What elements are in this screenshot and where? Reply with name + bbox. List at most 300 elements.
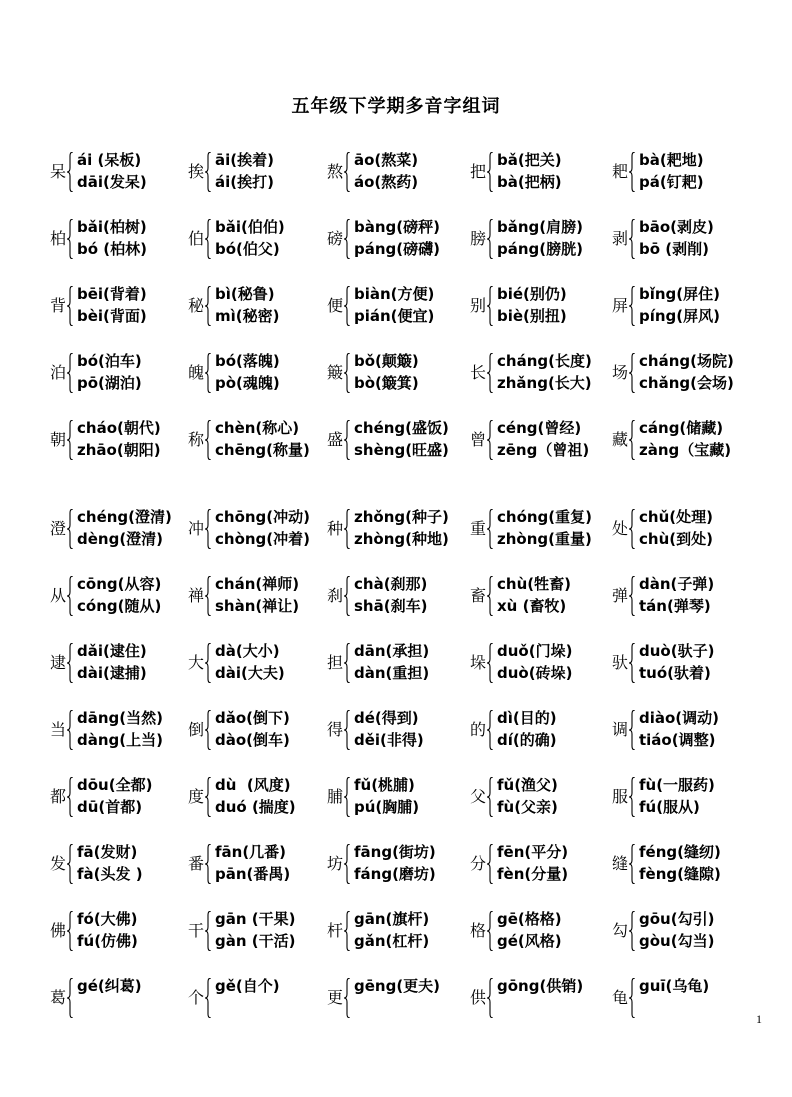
reading-1: dàn(子弹) [639, 575, 715, 593]
brace-icon [629, 844, 635, 884]
reading-1: chán(禅师) [215, 575, 300, 593]
polyphone-entry [612, 150, 747, 196]
reading-1: guī(乌龟) [639, 977, 710, 995]
polyphone-entry [50, 507, 185, 553]
polyphone-entry [470, 284, 605, 330]
polyphone-character: 逮 [50, 653, 67, 672]
polyphone-entry [327, 708, 462, 754]
polyphone-character: 朝 [50, 430, 67, 449]
reading-2: fù(父亲) [497, 798, 558, 816]
polyphone-entry [470, 976, 605, 1022]
reading-1: gān(旗杆) [354, 910, 430, 928]
polyphone-entry [470, 708, 605, 754]
polyphone-character: 冲 [188, 519, 205, 538]
polyphone-entry [327, 641, 462, 687]
polyphone-character: 屏 [612, 296, 629, 315]
polyphone-character: 秘 [188, 296, 205, 315]
polyphone-entry [50, 842, 185, 888]
reading-2: xù (畜牧) [497, 597, 567, 615]
reading-2: děi(非得) [354, 731, 424, 749]
brace-icon [67, 643, 73, 683]
reading-2: bō (剥削) [639, 240, 709, 258]
polyphone-character: 个 [188, 988, 205, 1007]
reading-2: cóng(随从) [77, 597, 162, 615]
reading-1: fān(几番) [215, 843, 287, 861]
polyphone-entry [612, 775, 747, 821]
reading-1: cháng(场院) [639, 352, 734, 370]
polyphone-character: 番 [188, 854, 205, 873]
reading-2: fáng(磨坊) [354, 865, 436, 883]
reading-1: dǎi(逮住) [77, 642, 147, 660]
polyphone-character: 熬 [327, 162, 344, 181]
polyphone-entry [188, 284, 323, 330]
polyphone-entry [327, 418, 462, 464]
reading-1: fó(大佛) [77, 910, 138, 928]
brace-icon [67, 219, 73, 259]
polyphone-entry [50, 775, 185, 821]
polyphone-entry [470, 150, 605, 196]
reading-1: chèn(称心) [215, 419, 300, 437]
brace-icon [67, 710, 73, 750]
brace-icon [487, 420, 493, 460]
reading-1: dù (风度) [215, 776, 291, 794]
polyphone-character: 柏 [50, 229, 67, 248]
reading-2: píng(屏风) [639, 307, 721, 325]
reading-2: páng(膀胱) [497, 240, 583, 258]
reading-1: cōng(从容) [77, 575, 162, 593]
brace-icon [205, 353, 211, 393]
reading-1: fēn(平分) [497, 843, 569, 861]
brace-icon [487, 353, 493, 393]
polyphone-entry [188, 217, 323, 263]
reading-2: pò(魂魄) [215, 374, 280, 392]
polyphone-entry [188, 708, 323, 754]
reading-1: fǔ(渔父) [497, 776, 558, 794]
brace-icon [629, 219, 635, 259]
brace-icon [67, 286, 73, 326]
polyphone-entry [327, 150, 462, 196]
polyphone-character: 倒 [188, 720, 205, 739]
page-title: 五年级下学期多音字组词 [291, 96, 501, 117]
polyphone-entry [327, 217, 462, 263]
reading-2: duò(砖垛) [497, 664, 573, 682]
reading-2: chǎng(会场) [639, 374, 734, 392]
polyphone-entry [188, 574, 323, 620]
reading-1: gēng(更夫) [354, 977, 441, 995]
polyphone-character: 服 [612, 787, 629, 806]
polyphone-entry [470, 775, 605, 821]
polyphone-entry [327, 574, 462, 620]
polyphone-character: 驮 [612, 653, 629, 672]
reading-2: chù(到处) [639, 530, 713, 548]
reading-1: gōng(供销) [497, 977, 584, 995]
polyphone-entry [612, 708, 747, 754]
brace-icon [629, 911, 635, 951]
reading-1: gē(格格) [497, 910, 562, 928]
polyphone-character: 缝 [612, 854, 629, 873]
polyphone-entry [612, 641, 747, 687]
polyphone-entry [327, 507, 462, 553]
polyphone-character: 伯 [188, 229, 205, 248]
brace-icon [487, 152, 493, 192]
reading-2: pián(便宜) [354, 307, 435, 325]
brace-icon [67, 978, 73, 1018]
polyphone-entry [188, 351, 323, 397]
reading-1: diào(调动) [639, 709, 720, 727]
polyphone-character: 分 [470, 854, 487, 873]
brace-icon [344, 420, 350, 460]
polyphone-character: 耙 [612, 162, 629, 181]
polyphone-character: 禅 [188, 586, 205, 605]
brace-icon [67, 777, 73, 817]
reading-1: bà(耙地) [639, 151, 704, 169]
reading-1: dān(承担) [354, 642, 430, 660]
reading-1: dāng(当然) [77, 709, 163, 727]
brace-icon [629, 286, 635, 326]
reading-1: bǎng(肩膀) [497, 218, 583, 236]
reading-2: zhòng(种地) [354, 530, 449, 548]
reading-1: biàn(方便) [354, 285, 435, 303]
reading-1: dōu(全都) [77, 776, 153, 794]
polyphone-character: 盛 [327, 430, 344, 449]
polyphone-character: 大 [188, 653, 205, 672]
reading-2: fú(仿佛) [77, 932, 138, 950]
brace-icon [344, 286, 350, 326]
reading-2: chòng(冲着) [215, 530, 311, 548]
reading-2: dàng(上当) [77, 731, 163, 749]
reading-2: gǎn(杠杆) [354, 932, 430, 950]
polyphone-character: 别 [470, 296, 487, 315]
reading-2: zhāo(朝阳) [77, 441, 161, 459]
polyphone-entry [50, 976, 185, 1022]
reading-1: āo(熬菜) [354, 151, 419, 169]
reading-1: dì(目的) [497, 709, 557, 727]
polyphone-character: 泊 [50, 363, 67, 382]
reading-2: zàng（宝藏) [639, 441, 732, 459]
polyphone-entry [612, 976, 747, 1022]
brace-icon [487, 286, 493, 326]
polyphone-entry [50, 284, 185, 330]
brace-icon [67, 844, 73, 884]
reading-1: chéng(澄清) [77, 508, 172, 526]
reading-1: féng(缝纫) [639, 843, 721, 861]
reading-2: dàn(重担) [354, 664, 430, 682]
polyphone-character: 剥 [612, 229, 629, 248]
reading-1: bàng(磅秤) [354, 218, 440, 236]
polyphone-character: 从 [50, 586, 67, 605]
brace-icon [629, 576, 635, 616]
reading-2: shàn(禅让) [215, 597, 300, 615]
brace-icon [205, 576, 211, 616]
reading-1: chà(刹那) [354, 575, 428, 593]
reading-1: duǒ(门垛) [497, 642, 573, 660]
brace-icon [344, 509, 350, 549]
reading-2: pān(番禺) [215, 865, 291, 883]
reading-1: bǐng(屏住) [639, 285, 721, 303]
polyphone-entry [188, 150, 323, 196]
brace-icon [205, 643, 211, 683]
polyphone-entry [327, 284, 462, 330]
reading-1: chōng(冲动) [215, 508, 311, 526]
polyphone-character: 坊 [327, 854, 344, 873]
polyphone-character: 澄 [50, 519, 67, 538]
reading-1: dà(大小) [215, 642, 280, 660]
polyphone-entry [188, 507, 323, 553]
reading-2: páng(磅礴) [354, 240, 440, 258]
polyphone-entry [50, 418, 185, 464]
reading-2: chēng(称量) [215, 441, 310, 459]
polyphone-entry [612, 507, 747, 553]
reading-2: fà(头发 ) [77, 865, 143, 883]
reading-1: cáng(储藏) [639, 419, 724, 437]
reading-2: shèng(旺盛) [354, 441, 449, 459]
polyphone-character: 挨 [188, 162, 205, 181]
polyphone-character: 重 [470, 519, 487, 538]
brace-icon [629, 152, 635, 192]
reading-2: pō(湖泊) [77, 374, 142, 392]
polyphone-entry [50, 708, 185, 754]
polyphone-character: 杆 [327, 921, 344, 940]
polyphone-entry [50, 574, 185, 620]
polyphone-entry [612, 842, 747, 888]
reading-2: dào(倒车) [215, 731, 290, 749]
brace-icon [629, 777, 635, 817]
brace-icon [205, 219, 211, 259]
polyphone-entry [327, 909, 462, 955]
reading-1: bié(别仍) [497, 285, 567, 303]
polyphone-entry [50, 217, 185, 263]
reading-1: dé(得到) [354, 709, 419, 727]
polyphone-character: 得 [327, 720, 344, 739]
reading-2: bò(簸箕) [354, 374, 419, 392]
brace-icon [344, 152, 350, 192]
polyphone-character: 称 [188, 430, 205, 449]
reading-2: duó (揣度) [215, 798, 296, 816]
reading-2: bó (柏林) [77, 240, 147, 258]
page-number: 1 [756, 1012, 762, 1026]
reading-1: fāng(街坊) [354, 843, 436, 861]
brace-icon [205, 509, 211, 549]
reading-2: mì(秘密) [215, 307, 280, 325]
polyphone-character: 调 [612, 720, 629, 739]
polyphone-entry [470, 217, 605, 263]
reading-1: fù(一服药) [639, 776, 715, 794]
polyphone-entry [612, 217, 747, 263]
reading-2: fèn(分量) [497, 865, 569, 883]
polyphone-character: 背 [50, 296, 67, 315]
reading-1: bǎ(把关) [497, 151, 562, 169]
brace-icon [487, 643, 493, 683]
polyphone-character: 场 [612, 363, 629, 382]
reading-2: bó(伯父) [215, 240, 280, 258]
reading-2: dài(大夫) [215, 664, 285, 682]
reading-1: bǒ(颠簸) [354, 352, 419, 370]
brace-icon [629, 509, 635, 549]
polyphone-entry [470, 507, 605, 553]
reading-1: bǎi(伯伯) [215, 218, 285, 236]
polyphone-character: 度 [188, 787, 205, 806]
brace-icon [344, 844, 350, 884]
polyphone-entry [50, 641, 185, 687]
polyphone-entry [470, 641, 605, 687]
polyphone-character: 脯 [327, 787, 344, 806]
polyphone-character: 担 [327, 653, 344, 672]
polyphone-character: 更 [327, 988, 344, 1007]
brace-icon [205, 844, 211, 884]
reading-2: tiáo(调整) [639, 731, 716, 749]
reading-1: fǔ(桃脯) [354, 776, 415, 794]
polyphone-entry [327, 976, 462, 1022]
polyphone-entry [470, 351, 605, 397]
reading-2: áo(熬药) [354, 173, 419, 191]
polyphone-character: 干 [188, 921, 205, 940]
polyphone-character: 长 [470, 363, 487, 382]
brace-icon [67, 911, 73, 951]
reading-1: chù(牲畜) [497, 575, 571, 593]
polyphone-entry [327, 775, 462, 821]
brace-icon [629, 978, 635, 1018]
reading-2: zhǎng(长大) [497, 374, 592, 392]
brace-icon [629, 643, 635, 683]
reading-2: fèng(缝隙) [639, 865, 721, 883]
brace-icon [67, 353, 73, 393]
polyphone-character: 父 [470, 787, 487, 806]
polyphone-character: 处 [612, 519, 629, 538]
polyphone-entry [50, 351, 185, 397]
polyphone-character: 簸 [327, 363, 344, 382]
polyphone-entry [327, 351, 462, 397]
reading-1: zhǒng(种子) [354, 508, 449, 526]
reading-2: biè(别扭) [497, 307, 567, 325]
polyphone-entry [470, 574, 605, 620]
reading-2: zēng（曾祖) [497, 441, 590, 459]
reading-2: tuó(驮着) [639, 664, 711, 682]
polyphone-character: 呆 [50, 162, 67, 181]
polyphone-entry [188, 976, 323, 1022]
polyphone-character: 刹 [327, 586, 344, 605]
polyphone-character: 葛 [50, 988, 67, 1007]
polyphone-character: 磅 [327, 229, 344, 248]
reading-1: gān (干果) [215, 910, 296, 928]
brace-icon [487, 844, 493, 884]
reading-1: ái (呆板) [77, 151, 142, 169]
reading-2: dū(首都) [77, 798, 143, 816]
reading-1: āi(挨着) [215, 151, 274, 169]
reading-2: bà(把柄) [497, 173, 562, 191]
polyphone-entry [188, 775, 323, 821]
reading-2: gòu(勾当) [639, 932, 715, 950]
brace-icon [344, 643, 350, 683]
reading-1: cháo(朝代) [77, 419, 161, 437]
polyphone-character: 魄 [188, 363, 205, 382]
reading-1: chéng(盛饭) [354, 419, 449, 437]
reading-1: cháng(长度) [497, 352, 592, 370]
brace-icon [67, 152, 73, 192]
reading-2: bèi(背面) [77, 307, 147, 325]
reading-2: shā(刹车) [354, 597, 428, 615]
reading-1: céng(曾经) [497, 419, 582, 437]
polyphone-entry [612, 909, 747, 955]
brace-icon [344, 353, 350, 393]
reading-1: bēi(背着) [77, 285, 147, 303]
reading-1: bó(泊车) [77, 352, 142, 370]
brace-icon [205, 911, 211, 951]
polyphone-entry [188, 842, 323, 888]
reading-2: fú(服从) [639, 798, 700, 816]
polyphone-character: 畜 [470, 586, 487, 605]
polyphone-entry [50, 909, 185, 955]
brace-icon [487, 509, 493, 549]
reading-1: chóng(重复) [497, 508, 593, 526]
brace-icon [487, 911, 493, 951]
polyphone-character: 当 [50, 720, 67, 739]
brace-icon [487, 576, 493, 616]
reading-2: pú(胸脯) [354, 798, 420, 816]
polyphone-entry [327, 842, 462, 888]
polyphone-entry [470, 842, 605, 888]
brace-icon [487, 219, 493, 259]
reading-1: gě(自个) [215, 977, 280, 995]
reading-1: gé(纠葛) [77, 977, 142, 995]
polyphone-character: 膀 [470, 229, 487, 248]
brace-icon [205, 777, 211, 817]
reading-1: bāo(剥皮) [639, 218, 714, 236]
polyphone-entry [50, 150, 185, 196]
polyphone-entry [470, 909, 605, 955]
reading-1: fā(发财) [77, 843, 138, 861]
brace-icon [487, 777, 493, 817]
polyphone-character: 龟 [612, 988, 629, 1007]
reading-2: gàn (干活) [215, 932, 296, 950]
reading-2: pá(钉耙) [639, 173, 704, 191]
reading-2: dài(逮捕) [77, 664, 147, 682]
polyphone-entry [612, 418, 747, 464]
brace-icon [629, 353, 635, 393]
polyphone-character: 便 [327, 296, 344, 315]
reading-2: zhòng(重量) [497, 530, 592, 548]
brace-icon [344, 777, 350, 817]
brace-icon [344, 978, 350, 1018]
polyphone-character: 供 [470, 988, 487, 1007]
polyphone-entry [470, 418, 605, 464]
reading-2: dèng(澄清) [77, 530, 164, 548]
brace-icon [67, 509, 73, 549]
polyphone-character: 垛 [470, 653, 487, 672]
reading-1: bǎi(柏树) [77, 218, 147, 236]
reading-2: gé(风格) [497, 932, 562, 950]
brace-icon [629, 420, 635, 460]
polyphone-entry [612, 351, 747, 397]
polyphone-character: 发 [50, 854, 67, 873]
polyphone-character: 曾 [470, 430, 487, 449]
polyphone-character: 佛 [50, 921, 67, 940]
polyphone-character: 格 [470, 921, 487, 940]
reading-2: dāi(发呆) [77, 173, 147, 191]
reading-1: chǔ(处理) [639, 508, 713, 526]
polyphone-entry [188, 418, 323, 464]
polyphone-entry [188, 909, 323, 955]
brace-icon [205, 286, 211, 326]
reading-2: dí(的确) [497, 731, 557, 749]
reading-1: bì(秘鲁) [215, 285, 275, 303]
polyphone-character: 藏 [612, 430, 629, 449]
brace-icon [487, 978, 493, 1018]
polyphone-character: 种 [327, 519, 344, 538]
polyphone-entry [612, 284, 747, 330]
polyphone-character: 弹 [612, 586, 629, 605]
brace-icon [67, 420, 73, 460]
polyphone-character: 把 [470, 162, 487, 181]
